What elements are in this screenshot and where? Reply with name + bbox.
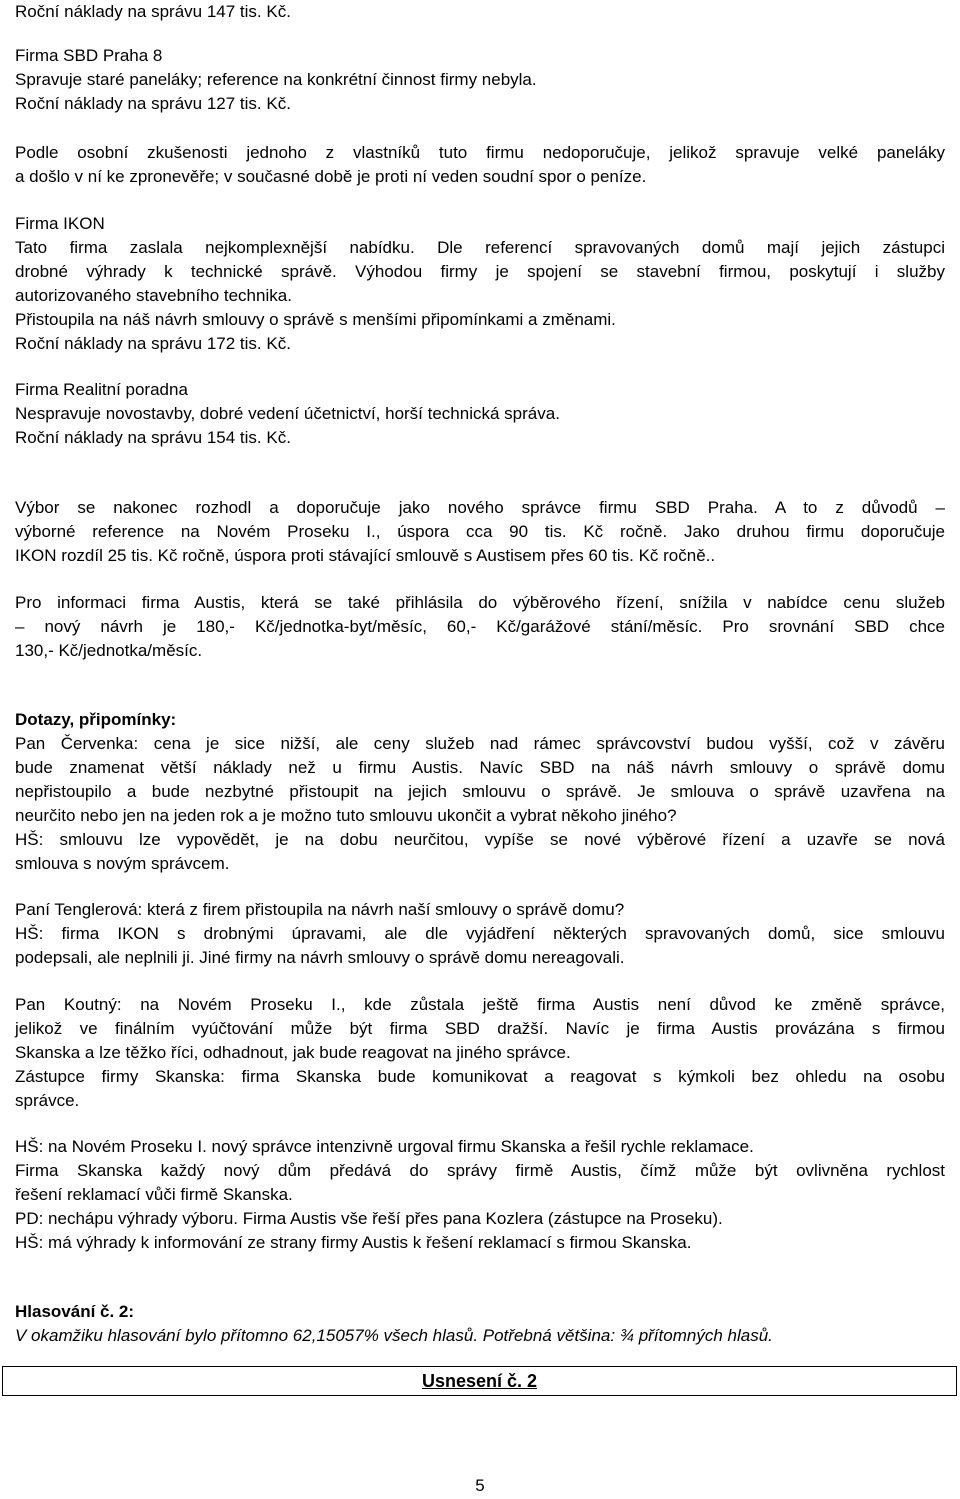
text-line-justified: Firma Skanska každý nový dům předává do správy firmě Austis, čímž může být ovlivněna rychlost	[15, 1161, 945, 1180]
text-line-justified: HŠ: firma IKON s drobnými úpravami, ale dle vyjádření některých spravovaných domů, sice smlouvu	[15, 924, 945, 943]
text-line: Firma Realitní poradna	[15, 380, 188, 399]
text-line-justified: Pro informaci firma Austis, která se také přihlásila do výběrového řízení, snížila v nabídce cenu služeb	[15, 593, 945, 612]
text-line: HŠ: na Novém Proseku I. nový správce intenzivně urgoval firmu Skanska a řešil rychle reklamace.	[15, 1137, 754, 1156]
text-line-justified: Pan Červenka: cena je sice nižší, ale ceny služeb nad rámec správcovství budou vyšší, což v závěru	[15, 734, 945, 753]
text-line: neurčito nebo jen na jeden rok a je možno tuto smlouvu ukončit a vybrat někoho jiného?	[15, 806, 677, 825]
page-number: 5	[475, 1476, 485, 1495]
text-line: PD: nechápu výhrady výboru. Firma Austis vše řeší přes pana Kozlera (zástupce na Proseku).	[15, 1209, 723, 1228]
text-line: Přistoupila na náš návrh smlouvy o správě s menšími připomínkami a změnami.	[15, 310, 616, 329]
vote-heading: Hlasování č. 2:	[15, 1302, 135, 1321]
text-line: Firma SBD Praha 8	[15, 46, 163, 65]
text-line-justified: nepřistoupilo a bude nezbytné přistoupit na jejich smlouvu o správě. Je smlouva o správě uzavřena na	[15, 782, 945, 801]
text-line: Spravuje staré paneláky; reference na konkrétní činnost firmy nebyla.	[15, 70, 537, 89]
section-heading: Dotazy, připomínky:	[15, 710, 177, 729]
text-line-justified: drobné výhrady k technické správě. Výhodou firmy je spojení se stavební firmou, poskytují i služby	[15, 262, 945, 281]
text-line-justified: Pan Koutný: na Novém Proseku I., kde zůstala ještě firma Austis není důvod ke změně správce,	[15, 995, 945, 1014]
text-line: IKON rozdíl 25 tis. Kč ročně, úspora proti stávající smlouvě s Austisem přes 60 tis. Kč ročně..	[15, 546, 716, 565]
text-line-justified: Tato firma zaslala nejkomplexnější nabídku. Dle referencí spravovaných domů mají jejich zástupci	[15, 238, 945, 257]
text-line: Roční náklady na správu 172 tis. Kč.	[15, 334, 291, 353]
text-line-justified: Podle osobní zkušenosti jednoho z vlastníků tuto firmu nedoporučuje, jelikož spravuje velké paneláky	[15, 143, 945, 162]
text-line-justified: Výbor se nakonec rozhodl a doporučuje jako nového správce firmu SBD Praha. A to z důvodů –	[15, 498, 945, 517]
resolution-box	[2, 1366, 957, 1396]
text-line-justified: jelikož ve finálním vyúčtování může být firma SBD dražší. Navíc je firma Austis provázána s firmou	[15, 1019, 945, 1038]
text-line-justified: bude znamenat větší náklady než u firmu Austis. Navíc SBD na náš návrh smlouvy o správě domu	[15, 758, 945, 777]
text-line: Roční náklady na správu 154 tis. Kč.	[15, 428, 291, 447]
text-line-justified: – nový návrh je 180,- Kč/jednotka-byt/měsíc, 60,- Kč/garážové stání/měsíc. Pro srovnání SBD chce	[15, 617, 945, 636]
text-line: Nespravuje novostavby, dobré vedení účetnictví, horší technická správa.	[15, 404, 560, 423]
text-line: HŠ: má výhrady k informování ze strany firmy Austis k řešení reklamací s firmou Skanska.	[15, 1233, 692, 1252]
text-line: Skanska a lze těžko říci, odhadnout, jak bude reagovat na jiného správce.	[15, 1043, 571, 1062]
text-line: správce.	[15, 1091, 80, 1110]
text-line: Roční náklady na správu 127 tis. Kč.	[15, 94, 291, 113]
text-line: smlouva s novým správcem.	[15, 854, 230, 873]
vote-text: V okamžiku hlasování bylo přítomno 62,15057% všech hlasů. Potřebná většina: ¾ přítomných hlasů.	[15, 1326, 773, 1345]
text-line: podepsali, ale neplnili ji. Jiné firmy na návrh smlouvy o správě domu nereagovali.	[15, 948, 625, 967]
resolution-title: Usnesení č. 2	[421, 1371, 538, 1391]
text-line-justified: výborné reference na Novém Proseku I., úspora cca 90 tis. Kč ročně. Jako druhou firmu doporučuje	[15, 522, 945, 541]
text-line: a došlo v ní ke zpronevěře; v současné době je proti ní veden soudní spor o peníze.	[15, 167, 647, 186]
text-line: Paní Tenglerová: která z firem přistoupila na návrh naší smlouvy o správě domu?	[15, 900, 625, 919]
text-line: řešení reklamací vůči firmě Skanska.	[15, 1185, 293, 1204]
text-line: autorizovaného stavebního technika.	[15, 286, 292, 305]
text-line-justified: Zástupce firmy Skanska: firma Skanska bude komunikovat a reagovat s kýmkoli bez ohledu na osobu	[15, 1067, 945, 1086]
text-line: Roční náklady na správu 147 tis. Kč.	[15, 2, 291, 21]
text-line: Firma IKON	[15, 214, 105, 233]
text-line-justified: HŠ: smlouvu lze vypovědět, je na dobu neurčitou, vypíše se nové výběrové řízení a uzavře se nová	[15, 830, 945, 849]
text-line: 130,- Kč/jednotka/měsíc.	[15, 641, 203, 660]
